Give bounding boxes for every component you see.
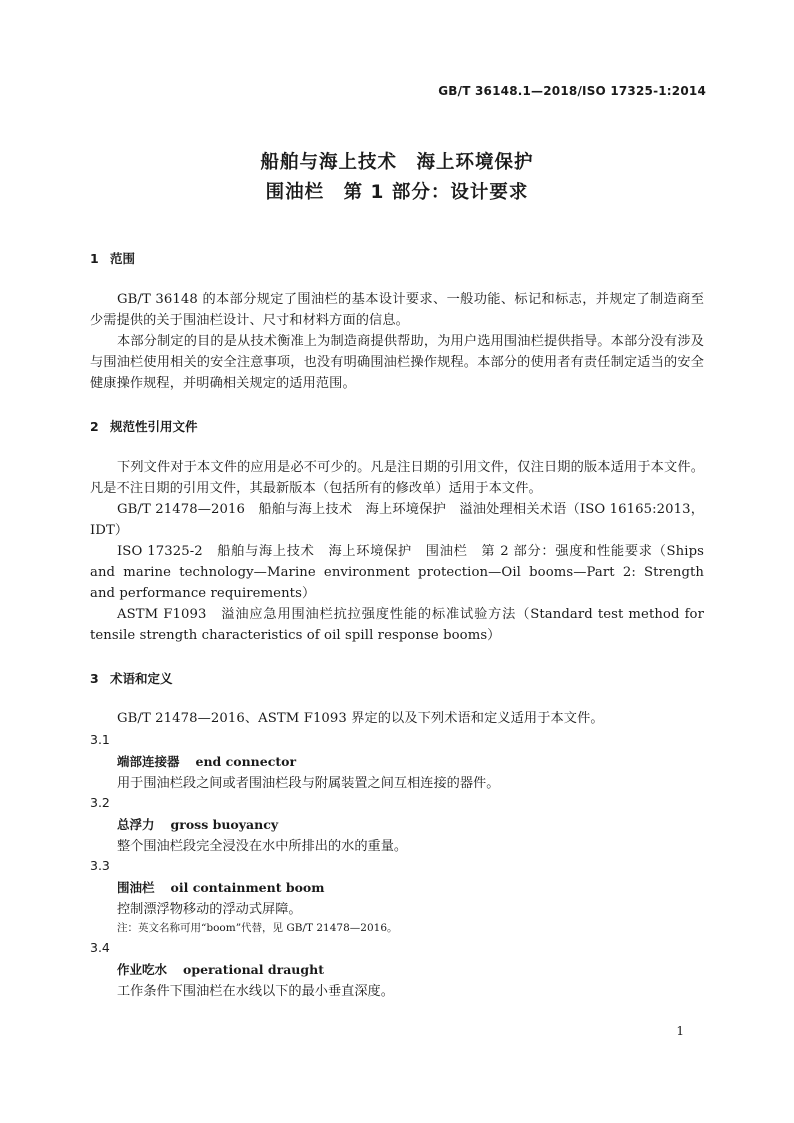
term-english: end connector: [195, 754, 297, 769]
scope-paragraph-2: 本部分制定的目的是从技术衡准上为制造商提供帮助，为用户选用围油栏提供指导。本部分没有涉及与围油栏使用相关的安全注意事项，也没有明确围油栏操作规程。本部分的使用者有责任制定适当的安全健康操作规程，并明确相关规定的适用范围。: [90, 334, 704, 391]
term-chinese: 围油栏: [117, 880, 155, 895]
reference-gbt-21478: GB/T 21478—2016 船舶与海上技术 海上环境保护 溢油处理相关术语（ISO 16165:2013，IDT）: [90, 502, 704, 538]
section-number: 3: [90, 671, 99, 686]
term-number: 3.2: [90, 795, 110, 810]
standard-code: GB/T 36148.1—2018/ISO 17325-1:2014: [438, 84, 706, 98]
term-number: 3.3: [90, 858, 110, 873]
document-title-line1: 船舶与海上技术 海上环境保护: [260, 152, 534, 173]
reference-iso-17325-2: ISO 17325-2 船舶与海上技术 海上环境保护 围油栏 第 2 部分：强度和性能要求（Ships and marine technology—Marine environment protection—Oil booms—Part 2: Strength and performance requirements）: [90, 544, 704, 601]
term-entry: [117, 878, 324, 896]
term-number: 3.4: [90, 940, 110, 955]
terms-intro-paragraph: GB/T 21478—2016、ASTM F1093 界定的以及下列术语和定义适用于本文件。: [117, 711, 604, 726]
references-intro-paragraph: 下列文件对于本文件的应用是必不可少的。凡是注日期的引用文件，仅注日期的版本适用于本文件。凡是不注日期的引用文件，其最新版本（包括所有的修改单）适用于本文件。: [90, 460, 704, 496]
term-entry: [117, 752, 296, 770]
scope-paragraph-1: GB/T 36148 的本部分规定了围油栏的基本设计要求、一般功能、标记和标志，并规定了制造商至少需提供的关于围油栏设计、尺寸和材料方面的信息。: [90, 292, 704, 328]
term-entry: [117, 815, 278, 833]
term-note: 注：英文名称可用“boom”代替，见 GB/T 21478—2016。: [117, 922, 398, 934]
section-heading-normative-references: [90, 417, 198, 435]
term-definition: 工作条件下围油栏在水线以下的最小垂直深度。: [117, 984, 394, 999]
term-entry: [117, 960, 324, 978]
reference-astm-f1093: ASTM F1093 溢油应急用围油栏抗拉强度性能的标准试验方法（Standard test method for tensile strength characteristics of oil spill response booms）: [90, 607, 704, 643]
term-english: gross buoyancy: [170, 817, 279, 832]
section-heading-terms: [90, 669, 173, 687]
section-number: 1: [90, 251, 99, 266]
term-chinese: 端部连接器: [117, 754, 180, 769]
document-title-line2: 围油栏 第 1 部分：设计要求: [265, 182, 529, 203]
term-english: operational draught: [183, 962, 324, 977]
term-chinese: 作业吃水: [117, 962, 168, 977]
term-definition: 控制漂浮物移动的浮动式屏障。: [117, 902, 302, 917]
page-number: 1: [676, 1024, 684, 1038]
term-number: 3.1: [90, 732, 110, 747]
term-definition: 整个围油栏段完全浸没在水中所排出的水的重量。: [117, 839, 408, 854]
term-definition: 用于围油栏段之间或者围油栏段与附属装置之间互相连接的器件。: [117, 776, 500, 791]
section-title: 规范性引用文件: [110, 419, 198, 434]
section-title: 范围: [110, 251, 136, 266]
term-english: oil containment boom: [170, 880, 325, 895]
section-heading-scope: [90, 249, 135, 267]
section-number: 2: [90, 419, 99, 434]
section-title: 术语和定义: [110, 671, 173, 686]
term-chinese: 总浮力: [117, 817, 155, 832]
